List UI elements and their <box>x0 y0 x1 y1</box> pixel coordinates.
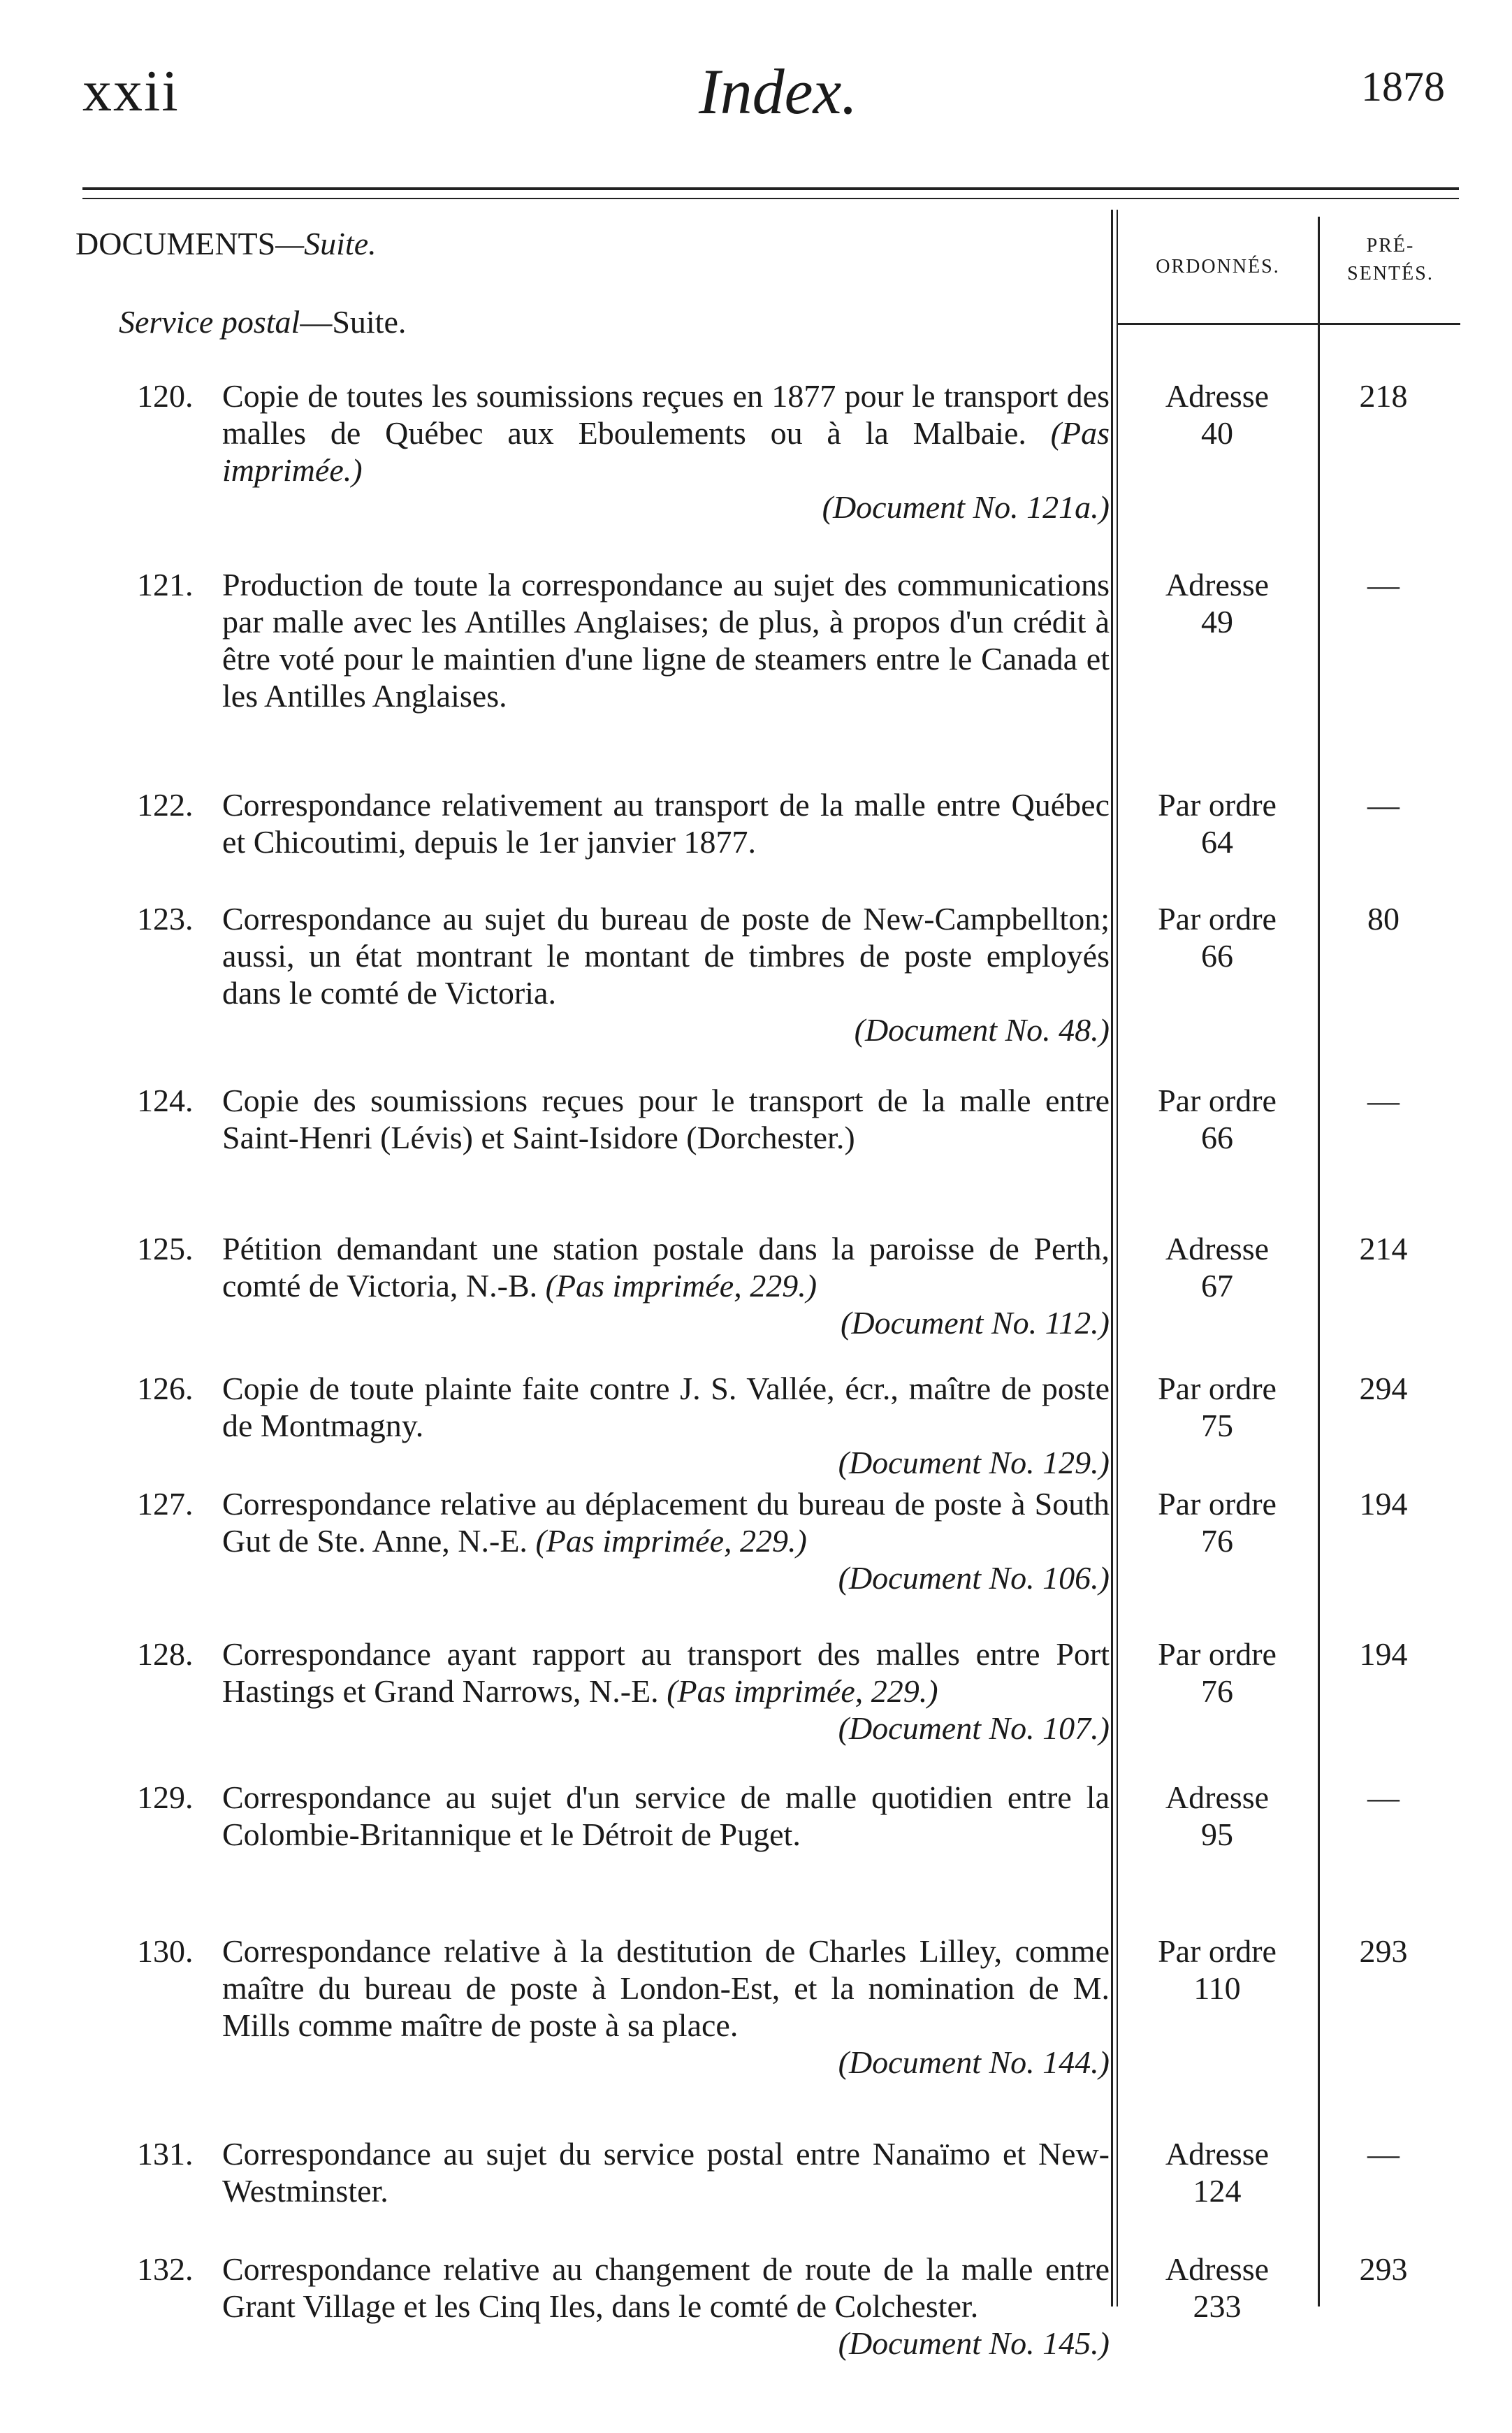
section-title-suffix: —Suite. <box>275 226 377 261</box>
page-year: 1878 <box>1361 64 1445 110</box>
entry-ordered <box>1124 1779 1311 1853</box>
entry-ordered <box>1124 1485 1311 1559</box>
column-divider-right <box>1318 217 1320 2306</box>
entry-ordered <box>1124 566 1311 640</box>
entry-ordered-number: 67 <box>1201 1268 1233 1304</box>
entry-ordered-number: 124 <box>1193 2173 1242 2209</box>
entry-ordered-number: 66 <box>1201 938 1233 974</box>
entry-description <box>222 1485 1110 1596</box>
entry-presented: 214 <box>1359 1231 1408 1266</box>
entry-ordered <box>1124 1082 1311 1156</box>
entry-ordered-by: Par ordre <box>1158 901 1277 937</box>
column-header-presented-line2: SENTÉS. <box>1347 263 1434 284</box>
entry-note: (Pas imprimée, 229.) <box>535 1523 807 1559</box>
entry-note: (Pas imprimée, 229.) <box>545 1268 817 1304</box>
subsection-title <box>119 303 406 340</box>
entry-text: Production de toute la correspondance au sujet des communications par malle avec les Antilles Anglaises; de plus, à propos d'un crédit à être voté pour le maintien d'une ligne de steamers entre le Canada et les Antilles Anglaises. <box>222 567 1110 714</box>
entry-ordered-by: Par ordre <box>1158 1371 1277 1406</box>
entry-description <box>222 1230 1110 1341</box>
entry-number: 121. <box>137 567 194 602</box>
entry-ordered <box>1124 1370 1311 1444</box>
entry-ordered <box>1124 1230 1311 1304</box>
entry-description <box>222 377 1110 526</box>
entry-number: 131. <box>137 2136 194 2172</box>
entry-reference: (Document No. 144.) <box>838 2044 1110 2080</box>
entry-ordered-by: Par ordre <box>1158 1933 1277 1969</box>
entry-ordered-by: Adresse <box>1165 567 1270 602</box>
column-divider-left <box>1111 210 1113 2306</box>
entry-ordered-by: Par ordre <box>1158 787 1277 823</box>
entry-note: (Pas imprimée.) <box>222 415 1110 488</box>
entry-ordered-by: Adresse <box>1165 1779 1270 1815</box>
entry-text: Correspondance relative au déplacement du bureau de poste à South Gut de Ste. Anne, N.-E. <box>222 1486 1110 1559</box>
entry-text: Copie de toute plainte faite contre J. S. Vallée, écr., maître de poste de Montmagny. <box>222 1371 1110 1443</box>
entry-number: 128. <box>137 1636 194 1672</box>
entry-ordered-by: Adresse <box>1165 2136 1270 2172</box>
column-header-presented <box>1321 232 1460 288</box>
entry-presented: 80 <box>1367 901 1400 937</box>
entry-ordered-number: 49 <box>1201 604 1233 640</box>
header-rule-thin <box>82 198 1459 199</box>
entry-ordered <box>1124 1933 1311 2007</box>
entry-description <box>222 1636 1110 1747</box>
entry-number: 122. <box>137 787 194 823</box>
entry-number: 124. <box>137 1083 194 1118</box>
entry-ordered <box>1124 900 1311 974</box>
entry-number: 125. <box>137 1231 194 1266</box>
entry-number: 129. <box>137 1779 194 1815</box>
entry-ordered <box>1124 786 1311 860</box>
section-title-text: DOCUMENTS <box>75 226 276 261</box>
entry-presented: 294 <box>1359 1371 1408 1406</box>
entry-description <box>222 1370 1110 1481</box>
entry-reference: (Document No. 107.) <box>838 1710 1110 1746</box>
entry-ordered-by: Adresse <box>1165 1231 1270 1266</box>
entry-ordered-number: 110 <box>1193 1970 1241 2006</box>
entry-note: (Pas imprimée, 229.) <box>667 1673 938 1709</box>
entry-presented: — <box>1367 1779 1400 1815</box>
entry-description <box>222 1082 1110 1156</box>
entry-number: 126. <box>137 1371 194 1406</box>
entry-text: Correspondance au sujet d'un service de malle quotidien entre la Colombie-Britannique et le Détroit de Puget. <box>222 1779 1110 1852</box>
column-header-presented-line1: PRÉ- <box>1366 235 1415 257</box>
entry-reference: (Document No. 106.) <box>838 1560 1110 1596</box>
entry-reference: (Document No. 129.) <box>838 1445 1110 1480</box>
entry-reference: (Document No. 112.) <box>841 1305 1110 1341</box>
entry-presented: — <box>1367 2136 1400 2172</box>
entry-ordered-by: Par ordre <box>1158 1083 1277 1118</box>
entry-ordered-by: Adresse <box>1165 378 1270 414</box>
entry-text: Correspondance ayant rapport au transport des malles entre Port Hastings et Grand Narrows, N.-E. <box>222 1636 1110 1709</box>
entry-ordered-by: Adresse <box>1165 2251 1270 2287</box>
entry-ordered <box>1124 2135 1311 2209</box>
entry-description <box>222 1933 1110 2081</box>
entry-presented: — <box>1367 787 1400 823</box>
subsection-title-suffix: —Suite. <box>300 304 407 340</box>
entry-description <box>222 786 1110 860</box>
section-title <box>75 225 377 262</box>
entry-presented: 194 <box>1359 1486 1408 1522</box>
entry-text: Copie des soumissions reçues pour le transport de la malle entre Saint-Henri (Lévis) et Saint-Isidore (Dorchester.) <box>222 1083 1110 1155</box>
entry-presented: — <box>1367 1083 1400 1118</box>
entry-presented: 293 <box>1359 2251 1408 2287</box>
entry-number: 120. <box>137 378 194 414</box>
entry-text: Correspondance relative au changement de route de la malle entre Grant Village et les Cinq Iles, dans le comté de Colchester. <box>222 2251 1110 2324</box>
entry-text: Correspondance relative à la destitution de Charles Lilley, comme maître du bureau de poste à London-Est, et la nomination de M. Mills comme maître de poste à sa place. <box>222 1933 1110 2043</box>
entry-reference: (Document No. 145.) <box>838 2325 1110 2361</box>
entry-ordered-by: Par ordre <box>1158 1486 1277 1522</box>
entry-number: 132. <box>137 2251 194 2287</box>
entry-ordered-number: 64 <box>1201 824 1233 860</box>
column-header-ordered: ORDONNÉS. <box>1156 256 1280 277</box>
entry-presented: 293 <box>1359 1933 1408 1969</box>
entry-number: 123. <box>137 901 194 937</box>
entry-text: Correspondance relativement au transport de la malle entre Québec et Chicoutimi, depuis le 1er janvier 1877. <box>222 787 1110 860</box>
entry-reference: (Document No. 121a.) <box>822 489 1110 525</box>
entry-text: Correspondance au sujet du bureau de poste de New-Campbellton; aussi, un état montrant le montant de timbres de poste employés dans le comté de Victoria. <box>222 901 1110 1011</box>
entry-ordered <box>1124 2251 1311 2325</box>
entry-ordered-by: Par ordre <box>1158 1636 1277 1672</box>
entry-ordered <box>1124 377 1311 452</box>
entry-number: 127. <box>137 1486 194 1522</box>
subsection-title-text: Service postal <box>119 304 300 340</box>
entry-ordered-number: 233 <box>1193 2288 1242 2324</box>
entry-presented: 218 <box>1359 378 1408 414</box>
entry-text: Correspondance au sujet du service postal entre Nanaïmo et New-Westminster. <box>222 2136 1110 2209</box>
entry-number: 130. <box>137 1933 194 1969</box>
page-title: Index. <box>699 56 858 127</box>
entry-text: Copie de toutes les soumissions reçues en 1877 pour le transport des malles de Québec aux Eboulements ou à la Malbaie. <box>222 378 1110 451</box>
column-divider-left-inner <box>1117 210 1118 2306</box>
entry-description <box>222 900 1110 1048</box>
entry-ordered <box>1124 1636 1311 1710</box>
entry-presented: — <box>1367 567 1400 602</box>
entry-description <box>222 2251 1110 2362</box>
entry-description <box>222 1779 1110 1853</box>
entry-ordered-number: 76 <box>1201 1673 1233 1709</box>
entry-ordered-number: 75 <box>1201 1408 1233 1443</box>
header-rule <box>82 187 1459 190</box>
entry-description <box>222 566 1110 714</box>
entry-ordered-number: 66 <box>1201 1120 1233 1155</box>
entry-ordered-number: 40 <box>1201 415 1233 451</box>
page-number: xxii <box>82 59 180 124</box>
column-header-rule <box>1118 323 1460 325</box>
entry-description <box>222 2135 1110 2209</box>
entry-ordered-number: 76 <box>1201 1523 1233 1559</box>
entry-presented: 194 <box>1359 1636 1408 1672</box>
entry-ordered-number: 95 <box>1201 1817 1233 1852</box>
entry-reference: (Document No. 48.) <box>854 1012 1110 1048</box>
entry-text: Pétition demandant une station postale dans la paroisse de Perth, comté de Victoria, N.-B. <box>222 1231 1110 1304</box>
